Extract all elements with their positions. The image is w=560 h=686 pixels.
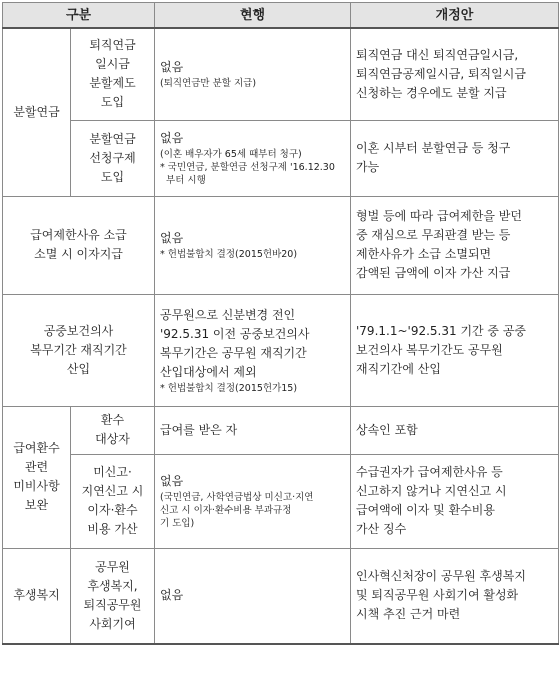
table-row [3, 28, 559, 120]
sub-refund-interest: 미신고· 지연신고 시 이자·환수 비용 가산 [71, 454, 155, 548]
current-note: (국민연금, 사학연금법상 미신고·지연 신고 시 이자·환수비용 부과규정 기 도입) [160, 492, 314, 529]
header-category: 구분 [3, 3, 155, 29]
current-split-early [155, 120, 351, 196]
revised-doctor: '79.1.1~'92.5.31 기간 중 공중 보건의사 복무기간도 공무원 재직기간에 산입 [351, 294, 559, 406]
sub-refund-target: 환수 대상자 [71, 406, 155, 454]
current-note-2: * 국민연금, 분할연금 선청구제 '16.12.30 부터 시행 [160, 162, 335, 186]
current-main: 없음 [160, 131, 184, 145]
header-row [3, 3, 559, 29]
revised-split-lump: 퇴직연금 대신 퇴직연금일시금, 퇴직연금공제일시금, 퇴직일시금 신청하는 경우에도 분할 지급 [351, 28, 559, 120]
revised-refund-interest: 수급권자가 급여제한사유 등 신고하지 않거나 지연신고 시 급여액에 이자 및 환수비용 가산 징수 [351, 454, 559, 548]
group-refund: 급여환수 관련 미비사항 보완 [3, 406, 71, 548]
current-split-lump [155, 28, 351, 120]
current-main: 없음 [160, 231, 184, 245]
group-split: 분할연금 [3, 28, 71, 196]
revised-limit: 형벌 등에 따라 급여제한을 받던 중 재심으로 무죄판결 받는 등 제한사유가 소급 소멸되면 감액된 금액에 이자 가산 지급 [351, 196, 559, 294]
table-row [3, 294, 559, 406]
header-revised: 개정안 [351, 3, 559, 29]
revised-welfare: 인사혁신처장이 공무원 후생복지 및 퇴직공무원 사회기여 활성화 시책 추진 근거 마련 [351, 548, 559, 644]
sub-split-lump: 퇴직연금 일시금 분할제도 도입 [71, 28, 155, 120]
current-refund-interest [155, 454, 351, 548]
label-doctor: 공중보건의사 복무기간 재직기간 산입 [3, 294, 155, 406]
current-note: * 헌법불합치 결정(2015헌가15) [160, 382, 298, 394]
table-row [3, 196, 559, 294]
current-doctor [155, 294, 351, 406]
current-welfare: 없음 [155, 548, 351, 644]
table-row [3, 406, 559, 454]
current-limit [155, 196, 351, 294]
current-note: (이혼 배우자가 65세 때부터 청구) [160, 149, 302, 160]
current-main: 없음 [160, 60, 184, 75]
table-row [3, 454, 559, 548]
current-main: 없음 [160, 474, 184, 488]
revised-refund-target: 상속인 포함 [351, 406, 559, 454]
group-welfare: 후생복지 [3, 548, 71, 644]
table-row [3, 548, 559, 644]
sub-split-early: 분할연금 선청구제 도입 [71, 120, 155, 196]
label-limit: 급여제한사유 소급 소멸 시 이자지급 [3, 196, 155, 294]
current-note: * 헌법불합치 결정(2015헌바20) [160, 249, 298, 260]
current-main: 공무원으로 신분변경 전인 '92.5.31 이전 공중보건의사 복무기간은 공무원 재직기간 산입대상에서 제외 [160, 307, 310, 379]
table-row [3, 120, 559, 196]
current-refund-target: 급여를 받은 자 [155, 406, 351, 454]
revised-split-early: 이혼 시부터 분할연금 등 청구 가능 [351, 120, 559, 196]
comparison-table [2, 2, 559, 645]
sub-welfare: 공무원 후생복지, 퇴직공무원 사회기여 [71, 548, 155, 644]
current-note: (퇴직연금만 분할 지급) [160, 78, 257, 90]
header-current: 현행 [155, 3, 351, 29]
